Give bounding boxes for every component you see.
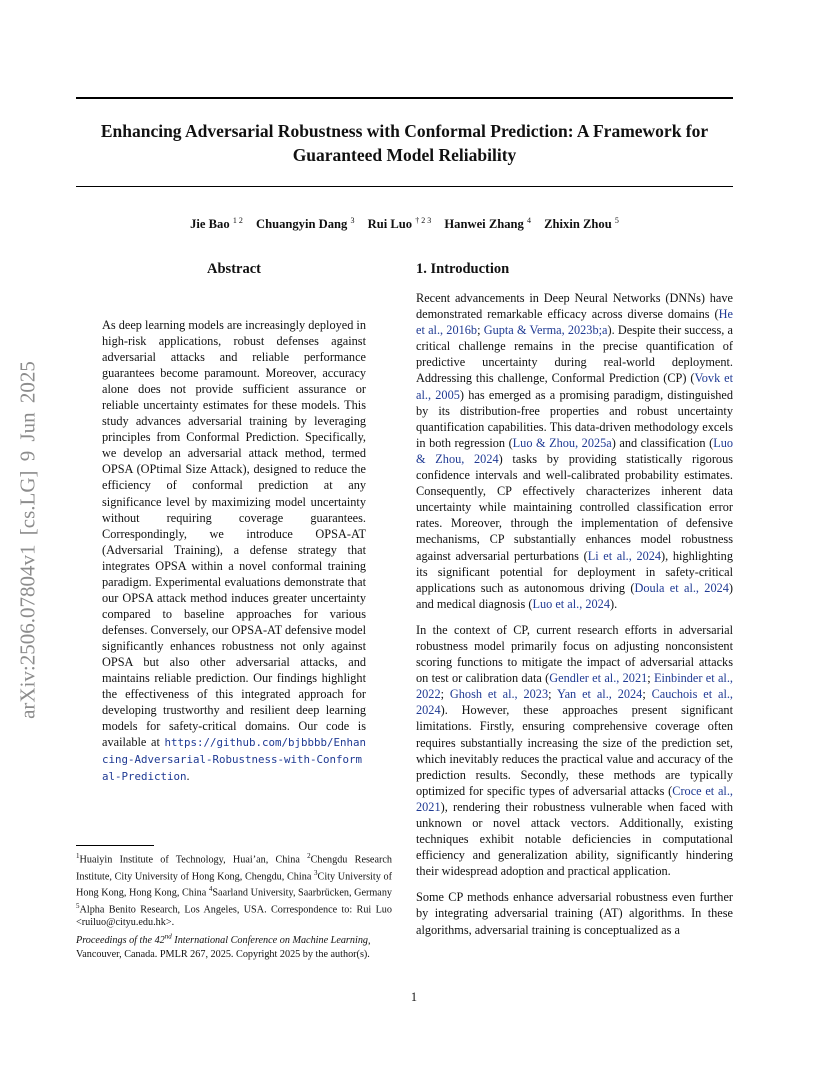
proceedings-prefix: Proceedings of the	[76, 935, 155, 947]
affiliation-mark: 5	[76, 901, 80, 910]
affiliation-mark: 1	[76, 852, 80, 860]
citation-link[interactable]: Luo & Zhou, 2025a	[512, 435, 612, 450]
citation-link[interactable]: Gendler et al., 2021	[549, 671, 648, 686]
intro-text: ). Despite their success, a critical challenge remains in the precise quantification of predictive uncertainty during real-world deployment. Addressing this challenge, Conformal Prediction (CP) (	[416, 323, 733, 386]
intro-text: ;	[440, 687, 450, 702]
title-top-rule	[76, 97, 733, 99]
introduction-body	[416, 290, 733, 948]
introduction-heading: 1. Introduction	[416, 261, 510, 277]
affiliation-mark: 3	[314, 868, 318, 877]
author-name: Chuangyin Dang	[255, 217, 348, 232]
intro-text: ), rendering their robustness vulnerable when faced with unknown or novel attack vectors. Additionally, existing techniques exhibit notable deficiencies in computational efficiency and generalization ability, significantly hindering their widespread adoption and practical application.	[416, 799, 733, 879]
abstract-text	[102, 317, 366, 785]
affiliation-text: Chengdu Research Institute, City University of Hong Kong, Chengdu, China	[76, 854, 392, 882]
author-affiliation: 5	[614, 216, 619, 225]
abstract-body: As deep learning models are increasingly deployed in high-risk applications, robust defenses against adversarial attacks and reliable performance guarantees become paramount. Moreover, accuracy alone does not provide sufficient assurance or reliable uncertainty estimates for these models. This study advances adversarial training by leveraging principles from Conformal Prediction. Specifically, we develop an adversarial attack method, termed OPSA (OPtimal Size Attack), designed to reduce the efficiency of conformal prediction at any significance level by maximizing model uncertainty without requiring coverage guarantees. Correspondingly, we introduce OPSA-AT (Adversarial Training), a defense strategy that integrates OPSA within a novel conformal training paradigm. Experimental evaluations demonstrate that our OPSA attack method induces greater uncertainty compared to baseline approaches for various defenses. Conversely, our OPSA-AT defensive model significantly enhances robustness not only against OPSA but also other adversarial attacks, and maintains reliable prediction. Our findings highlight the effectiveness of this integrated approach for developing trustworthy and resilient deep learning models for safety-critical domains. Our code is available at	[102, 318, 366, 750]
title-bottom-rule	[76, 186, 733, 187]
affiliation-text: City University of Hong Kong, Hong Kong, China	[76, 870, 392, 899]
citation-link[interactable]: Li et al., 2024	[587, 548, 662, 563]
paper-title: Enhancing Adversarial Robustness with Conformal Prediction: A Framework for Guaranteed Model Reliability	[100, 121, 709, 165]
abstract-end: .	[186, 769, 190, 784]
intro-text: ). However, these approaches present significant limitations. Firstly, ensuring comprehensive coverage often requires substantially increasing the size of the prediction set, which inevitably reduces the practical value and accuracy of the prediction results. Secondly, these methods are typically optimized for specific types of adversarial attacks (	[416, 703, 733, 798]
citation-link[interactable]: Einbinder et al., 2022	[416, 671, 733, 702]
author-affiliation: † 2 3	[415, 216, 432, 225]
intro-text: ) tasks by providing statistically rigorous confidence intervals and well-calibrated probability estimates. Consequently, CP effectively characterizes inherent data uncertainty while maintaining controlled classification error rates. Moreover, through the implementation of defensive mechanisms, CP substantially enhances model robustness against adversarial perturbations (	[416, 451, 733, 563]
citation-link[interactable]: Croce et al., 2021	[416, 783, 733, 814]
intro-text: In the context of CP, current research efforts in adversarial robustness model primarily focus on adjusting nonconsistent scoring functions to mitigate the impact of adversarial attacks on test or calibration data (	[416, 622, 733, 686]
citation-link[interactable]: Doula et al., 2024	[634, 580, 729, 595]
proceedings-number: 42	[154, 935, 165, 947]
author-affiliation: 1 2	[232, 216, 243, 225]
affiliation-mark: 2	[307, 852, 311, 860]
citation-link[interactable]: Luo & Zhou, 2024	[416, 435, 733, 466]
intro-text: ) and classification (	[611, 435, 714, 450]
proceedings-ordinal: nd	[164, 933, 172, 941]
proceedings-suffix: , Vancouver, Canada. PMLR 267, 2025. Copyright 2025 by the author(s).	[76, 935, 371, 960]
citation-link[interactable]: Yan et al., 2024	[556, 687, 643, 702]
intro-text: ) and medical diagnosis (	[416, 580, 734, 611]
author-name: Jie Bao	[190, 217, 230, 232]
intro-paragraph	[416, 622, 733, 880]
citation-link[interactable]: Cauchois et al., 2024	[416, 687, 734, 718]
author-list	[76, 216, 733, 232]
intro-text: ;	[647, 671, 654, 686]
affiliation-text: Saarland University, Saarbrücken, Germany	[212, 887, 393, 899]
abstract-heading: Abstract	[207, 261, 261, 277]
code-link[interactable]: https://github.com/bjbbbb/Enhancing-Adversarial-Robustness-with-Conformal-Prediction	[102, 736, 367, 784]
arxiv-identifier: arXiv:2506.07804v1 [cs.LG] 9 Jun 2025	[15, 361, 40, 719]
footnote-rule	[76, 845, 154, 846]
author-affiliation: 4	[526, 216, 531, 225]
citation-link[interactable]: He et al., 2016b	[416, 307, 733, 338]
author-affiliation: 3	[350, 216, 355, 225]
intro-text: ).	[609, 596, 618, 611]
intro-text: ), highlighting its significant potential for deployment in safety-critical applications such as autonomous driving (	[416, 548, 733, 595]
intro-paragraph	[416, 290, 733, 612]
proceedings-note	[76, 931, 392, 961]
intro-text: Some CP methods enhance adversarial robustness even further by integrating adversarial training (AT) algorithms. In these algorithms, adversarial training is conceptualized as a	[416, 890, 733, 937]
author-name: Zhixin Zhou	[544, 217, 612, 232]
intro-text: ) has emerged as a promising paradigm, distinguished by its distribution-free properties and robust uncertainty quantification capabilities. This data-driven methodology excels in both regression (	[416, 387, 733, 450]
intro-paragraph	[416, 889, 733, 937]
affiliation-mark: 4	[208, 885, 213, 894]
intro-text: ;	[642, 687, 652, 702]
author-name: Rui Luo	[367, 217, 413, 232]
citation-link[interactable]: Vovk et al., 2005	[416, 371, 733, 402]
affiliation-text: Alpha Benito Research, Los Angeles, USA. Correspondence to: Rui Luo <ruiluo@cityu.edu.hk>.	[76, 904, 392, 929]
citation-link[interactable]: Ghosh et al., 2023	[449, 687, 549, 702]
conference-name: International Conference on Machine Learning	[171, 935, 369, 947]
intro-text: Recent advancements in Deep Neural Networks (DNNs) have demonstrated remarkable efficacy across diverse domains (	[416, 291, 733, 322]
page-number: 1	[410, 990, 418, 1004]
author-name: Hanwei Zhang	[444, 217, 524, 232]
intro-text: ;	[548, 687, 557, 702]
affiliation-text: Huaiyin Institute of Technology, Huai’an, China	[79, 854, 308, 866]
citation-link[interactable]: Luo et al., 2024	[532, 596, 610, 611]
intro-text: ;	[477, 323, 484, 338]
affiliations-footnote	[76, 850, 392, 930]
citation-link[interactable]: Gupta & Verma, 2023b;a	[483, 323, 608, 338]
